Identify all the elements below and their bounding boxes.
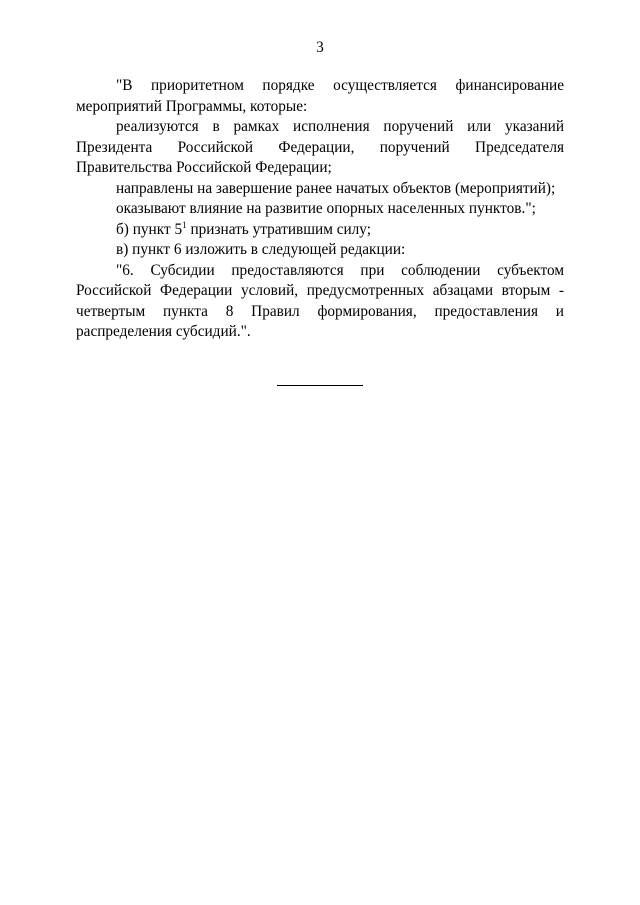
item-b-superscript: 1 <box>182 219 187 230</box>
paragraph-president-instructions: реализуются в рамках исполнения поручений или указаний Президента Российской Федерации, поручений Председателя Правительства Российской Федерации; <box>76 118 564 176</box>
item-b-suffix: признать утратившим силу; <box>186 220 372 238</box>
paragraph-priority-financing-line2: мероприятий Программы, которые: <box>76 97 308 115</box>
page-number: 3 <box>316 39 324 56</box>
paragraph-item-c: в) пункт 6 изложить в следующей редакции: <box>116 241 406 258</box>
paragraph-subsidies-clause: "6. Субсидии предоставляются при соблюдении субъектом Российской Федерации условий, предусмотренных абзацами вторым - четвертым пункта 8 Правил формирования, предоставления и распределения субсидий.". <box>76 261 564 340</box>
document-body <box>76 76 564 343</box>
end-of-text-rule <box>277 385 363 386</box>
paragraph-item-b <box>76 220 564 241</box>
paragraph-priority-financing-line1: "В приоритетном порядке осуществляется финансирование <box>116 77 564 94</box>
paragraph-support-settlements: оказывают влияние на развитие опорных населенных пунктов."; <box>116 200 536 217</box>
paragraph-completion-of-objects: направлены на завершение ранее начатых объектов (мероприятий); <box>116 179 556 197</box>
item-b-prefix: б) пункт 5 <box>116 220 183 238</box>
